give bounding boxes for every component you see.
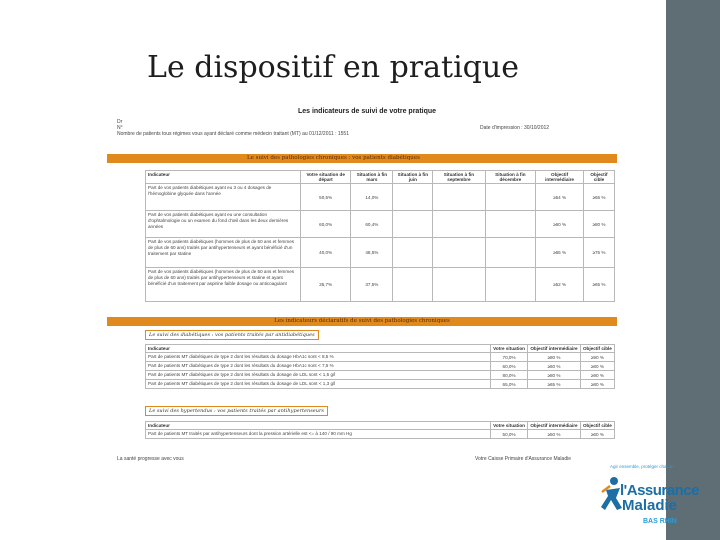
value-cell [393,211,433,238]
table-header-row [146,422,615,430]
header-cell: Objectif cible [580,422,614,430]
value-cell [485,184,536,211]
header-cell: Votre situation [491,422,528,430]
value-cell [393,268,433,302]
doctor-line: Dr [117,119,123,125]
value-cell [485,268,536,302]
indicator-document [117,108,617,464]
value-cell: ≥60 % [528,362,581,371]
logo-line-maladie: Maladie [622,497,678,514]
value-cell [485,211,536,238]
table-header-row [146,171,615,184]
value-cell: ≥65 % [536,238,584,268]
value-cell: 50,0% [491,430,528,439]
table-row [146,430,615,439]
subsection-hypertensives: Le suivi des hypertendus : vos patients traités par antihypertenseurs [145,406,328,416]
subsection-diabetics: Le suivi des diabétiques : vos patients traités par antidiabétiques [145,330,319,340]
section-band-label: Le suivi des pathologies chroniques : vos patients diabétiques [247,155,420,161]
value-cell: ≥90 % [580,353,614,362]
value-cell [433,238,485,268]
table-row [146,371,615,380]
table-row [146,184,615,211]
value-cell: 60,4% [351,211,393,238]
header-cell: Situation à fin mars [351,171,393,184]
value-cell: 40,0% [301,238,351,268]
value-cell: ≥65 % [583,184,614,211]
value-cell [433,184,485,211]
value-cell: 80,0% [491,371,528,380]
header-cell: Indicateur [146,171,301,184]
table-row [146,353,615,362]
value-cell: 37,5% [351,268,393,302]
value-cell: ≥80 % [583,211,614,238]
value-cell: 35,7% [301,268,351,302]
header-cell: Situation à fin décembre [485,171,536,184]
header-cell: Votre situation de départ [301,171,351,184]
value-cell: ≥50 % [528,430,581,439]
table-header-row [146,345,615,353]
value-cell [433,211,485,238]
value-cell: 60,0% [301,211,351,238]
number-line: N° [117,125,123,131]
indicator-label: Part de patients MT traités par antihypertenseurs dont la pression artérielle est <= à 140 / 90 mm Hg [146,430,491,439]
value-cell [485,238,536,268]
logo-line-region: BAS RHIN [643,518,677,525]
value-cell: ≥90 % [580,371,614,380]
indicator-label: Part de vos patients diabétiques ayant eu 3 ou 4 dosages de l'hémoglobine glyquée dans l'année [146,184,301,211]
header-cell: Situation à fin septembre [433,171,485,184]
header-cell: Objectif intermédiaire [528,422,581,430]
table-row [146,268,615,302]
indicator-label: Part de patients MT diabétiques de type 2 dont les résultats du dosage HbA1c sont < 8,5 % [146,353,491,362]
value-cell: 60,0% [491,362,528,371]
document-header: Les indicateurs de suivi de votre pratique [297,108,437,115]
value-cell: ≥65 % [583,268,614,302]
value-cell: ≥80 % [528,371,581,380]
value-cell: ≥80 % [580,362,614,371]
value-cell: ≥60 % [536,211,584,238]
table-row [146,238,615,268]
header-cell: Indicateur [146,422,491,430]
indicator-label: Part de patients MT diabétiques de type 2 dont les résultats du dosage de LDL sont < 1,3 g/l [146,380,491,389]
indicator-label: Part de patients MT diabétiques de type 2 dont les résultats du dosage HbA1c sont < 7,5 % [146,362,491,371]
header-cell: Objectif intermédiaire [536,171,584,184]
section-band-declarative: Les indicateurs déclaratifs de suivi des pathologies chroniques [107,317,617,326]
value-cell: 48,5% [351,238,393,268]
document-footer-cpam: Votre Caisse Primaire d'Assurance Maladie [475,456,571,462]
table-row [146,362,615,371]
table-row [146,380,615,389]
hypertension-table [145,421,615,439]
logo-line-assurance: l'Assurance [620,482,699,499]
value-cell: ≥54 % [536,184,584,211]
value-cell [433,268,485,302]
header-cell: Situation à fin juin [393,171,433,184]
value-cell: 70,0% [491,353,528,362]
diabetes-table [145,170,615,302]
assurance-maladie-logo [598,462,718,540]
table-row [146,211,615,238]
slide-title: Le dispositif en pratique [147,50,519,85]
indicator-label: Part de patients MT diabétiques de type 2 dont les résultats du dosage de LDL sont < 1,5 g/l [146,371,491,380]
value-cell: 65,0% [491,380,528,389]
indicator-label: Part de vos patients diabétiques (hommes de plus de 50 ans et femmes de plus de 60 ans) traités par antihypertenseurs et statine et ayant bénéficié d'un traitement par aspirine faible dosage ou anticoagulant [146,268,301,302]
value-cell: ≥65 % [528,380,581,389]
indicator-label: Part de vos patients diabétiques ayant eu une consultation d'ophtalmologie ou un examen du fond d'œil dans les deux dernières années [146,211,301,238]
value-cell: ≥60 % [580,430,614,439]
value-cell: 14,0% [351,184,393,211]
diabetics-declarative-table [145,344,615,389]
value-cell: 50,5% [301,184,351,211]
logo-arc-tagline: Agir ensemble, protéger chacun [610,464,674,469]
patients-count-line: Nombre de patients tous régimes vous ayant déclaré comme médecin traitant (MT) au 01/12/2011 : 1551 [117,131,349,137]
value-cell: ≥80 % [580,380,614,389]
value-cell: ≥75 % [583,238,614,268]
header-cell: Votre situation [491,345,528,353]
indicator-label: Part de vos patients diabétiques (hommes de plus de 50 ans et femmes de plus de 60 ans) traités par antihypertenseurs et ayant bénéficié d'un traitement par statine [146,238,301,268]
document-footer-tagline: La santé progresse avec vous [117,456,184,462]
header-cell: Objectif intermédiaire [528,345,581,353]
right-sidebar-strip [666,0,720,540]
value-cell [393,184,433,211]
section-band-diabetes [107,154,617,163]
value-cell: ≥52 % [536,268,584,302]
value-cell [393,238,433,268]
header-cell: Objectif cible [580,345,614,353]
value-cell: ≥80 % [528,353,581,362]
print-date: Date d'impression : 30/10/2012 [480,125,550,131]
header-cell: Indicateur [146,345,491,353]
header-cell: Objectif cible [583,171,614,184]
